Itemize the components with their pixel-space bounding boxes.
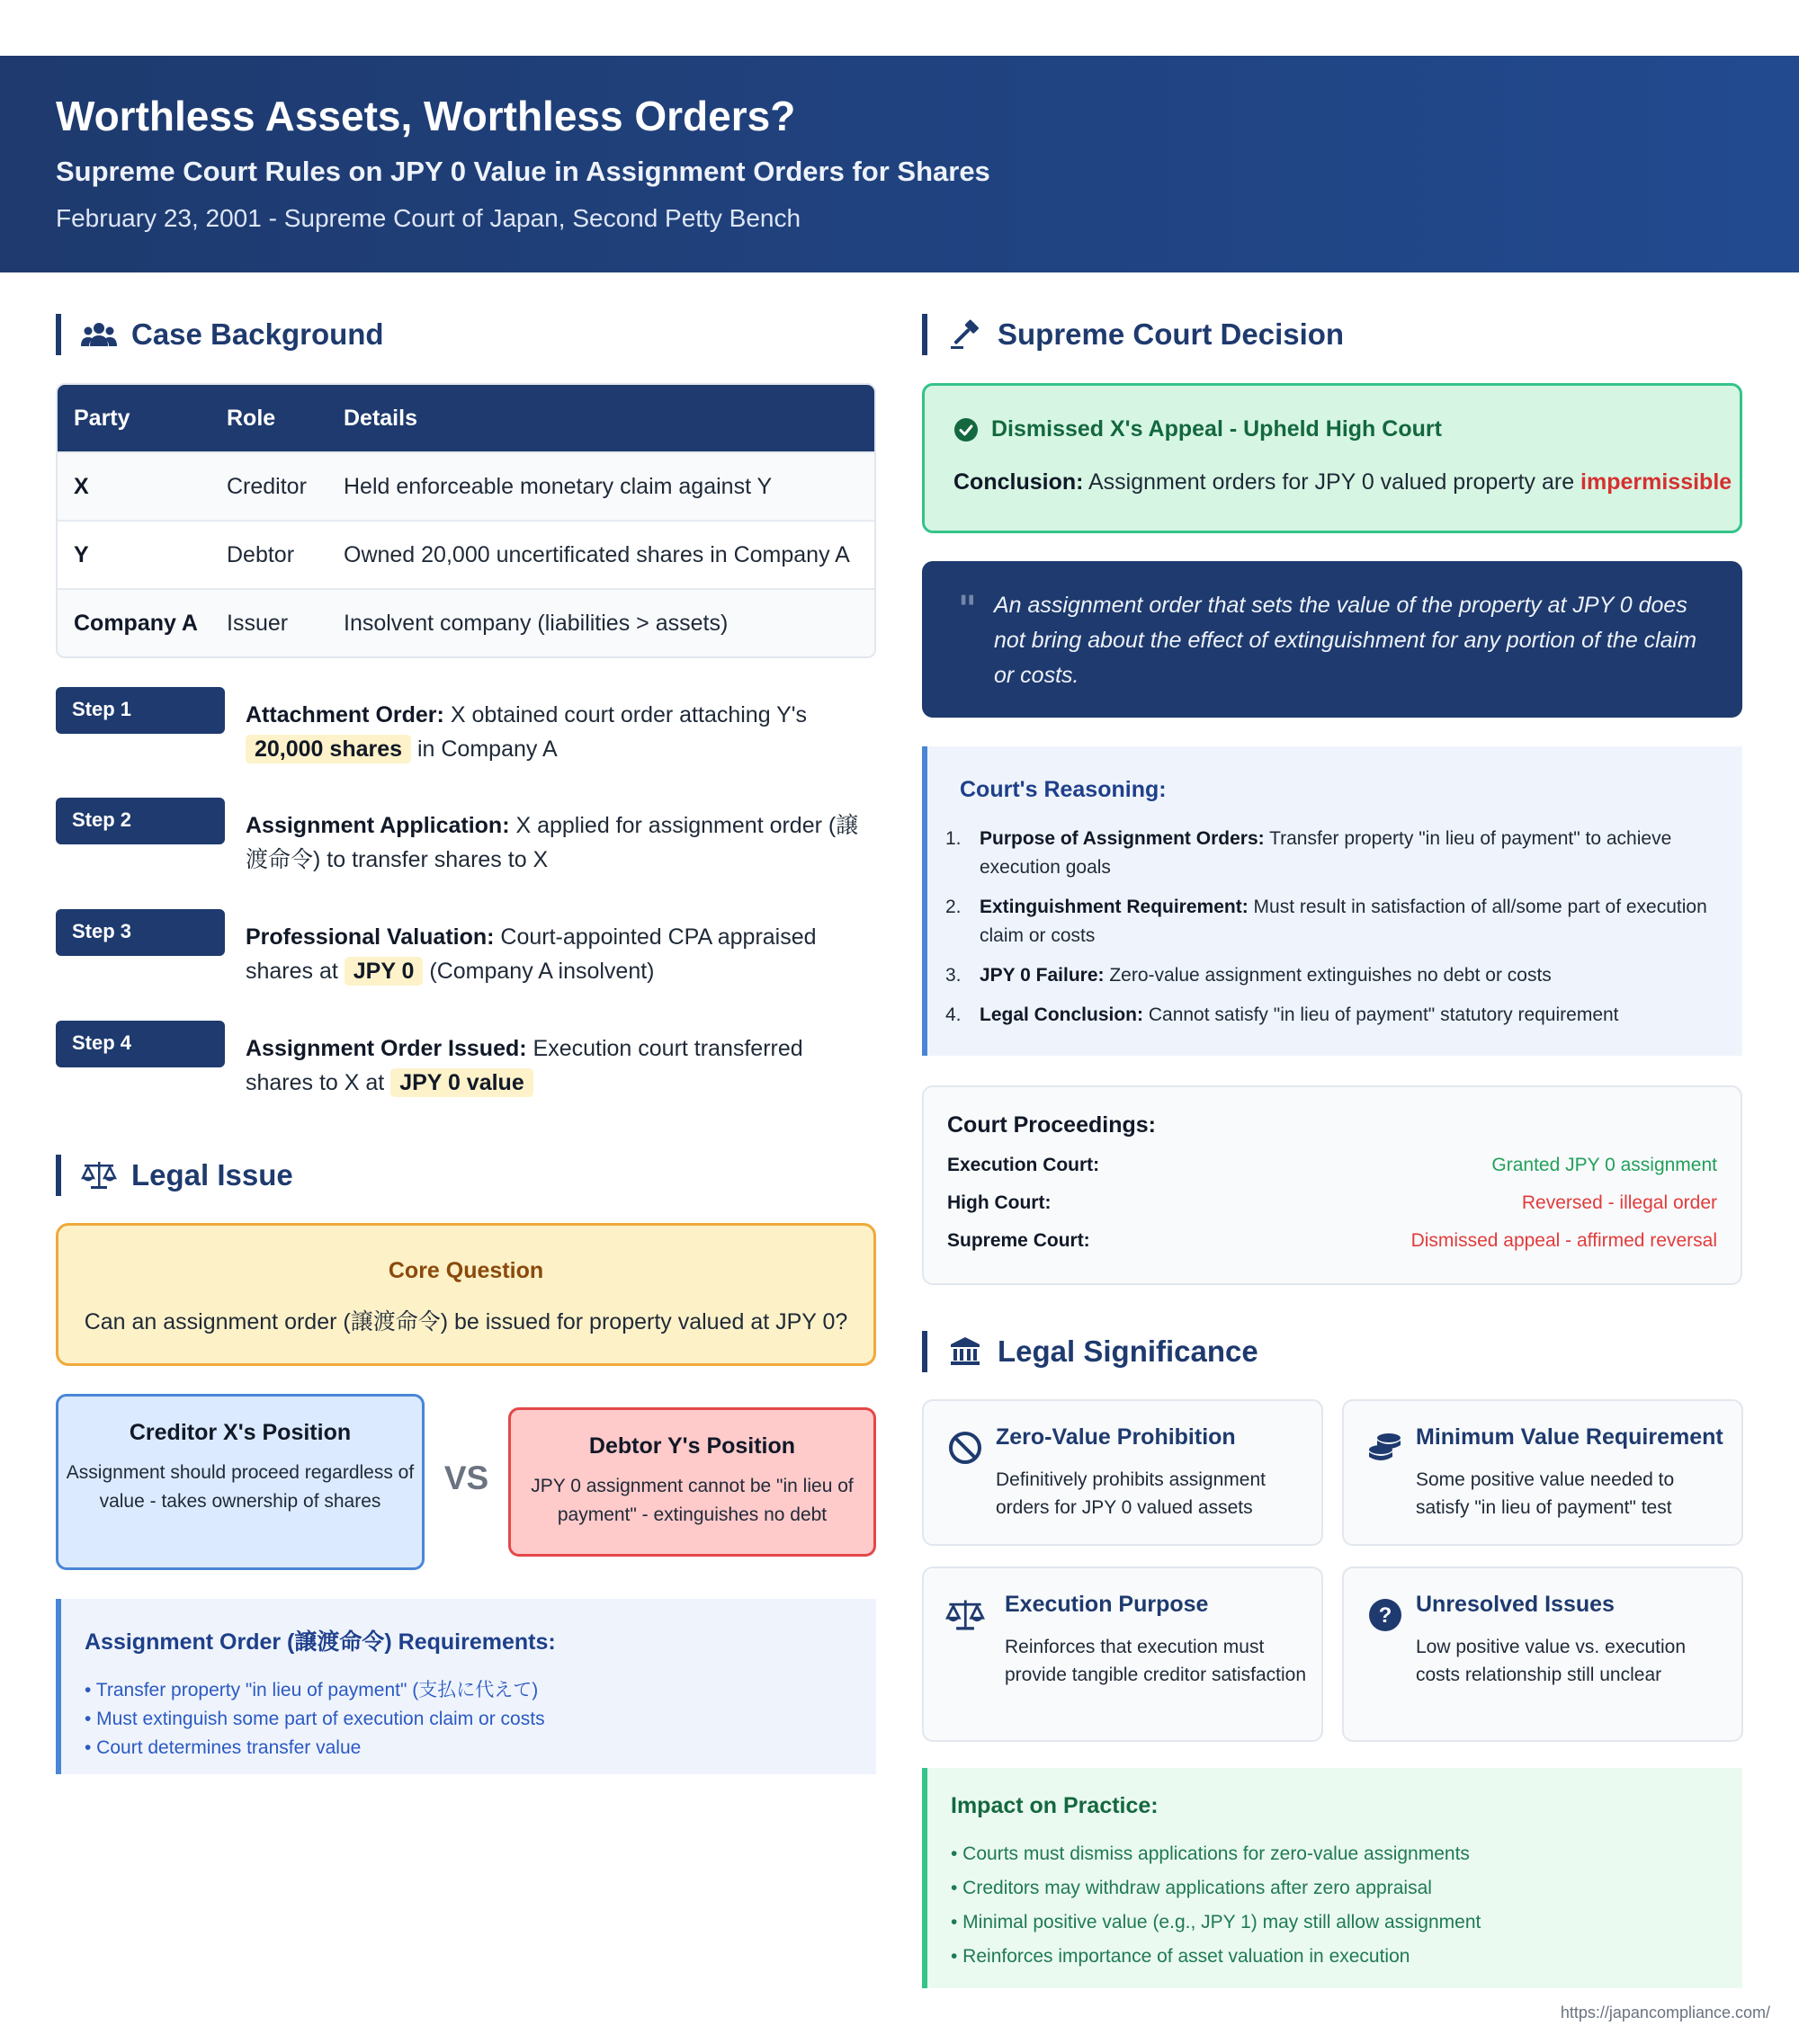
card-title: Minimum Value Requirement — [1416, 1424, 1723, 1450]
significance-card-unresolved — [1342, 1566, 1743, 1742]
page-date: February 23, 2001 - Supreme Court of Japan, Second Petty Bench — [56, 204, 801, 233]
case-background-title: Case Background — [131, 317, 384, 351]
decision-heading — [922, 314, 1742, 355]
legal-issue-title: Legal Issue — [131, 1158, 293, 1192]
decision-title: Supreme Court Decision — [998, 317, 1345, 351]
list-item: • Courts must dismiss applications for zero-value assignments — [951, 1843, 1470, 1864]
step-highlight: JPY 0 value — [390, 1068, 533, 1097]
debtor-position-box — [508, 1407, 876, 1557]
item-label: Extinguishment Requirement: — [980, 897, 1249, 917]
footer-url[interactable]: https://japancompliance.com/ — [1560, 2004, 1770, 2022]
conclusion-label: Conclusion: — [953, 469, 1084, 495]
card-text: Some positive value needed to satisfy "in lieu of payment" test — [1416, 1469, 1675, 1518]
list-item: • Minimal positive value (e.g., JPY 1) may still allow assignment — [951, 1912, 1481, 1932]
legal-issue-heading — [56, 1155, 876, 1196]
table-row — [58, 520, 874, 588]
page-header — [0, 56, 1799, 272]
significance-heading — [922, 1331, 1742, 1372]
reasoning-list — [945, 825, 1724, 1030]
court-outcome: Dismissed appeal - affirmed reversal — [1410, 1230, 1717, 1251]
details-cell: Insolvent company (liabilities > assets) — [327, 588, 874, 656]
question-icon — [1365, 1595, 1405, 1635]
item-label: JPY 0 Failure: — [980, 965, 1105, 986]
list-item — [945, 1001, 1724, 1030]
proceedings-row — [947, 1192, 1717, 1214]
party-cell: Y — [58, 520, 210, 588]
page-title: Worthless Assets, Worthless Orders? — [56, 93, 796, 139]
creditor-position-box — [56, 1394, 425, 1570]
decision-result-label: Dismissed X's Appeal - Upheld High Court — [991, 416, 1442, 442]
page-subtitle: Supreme Court Rules on JPY 0 Value in Assignment Orders for Shares — [56, 156, 990, 188]
step-badge: Step 4 — [56, 1021, 225, 1067]
list-item — [945, 825, 1724, 882]
step-label: Assignment Order Issued: — [246, 1036, 527, 1061]
significance-card-execution-purpose — [922, 1566, 1323, 1742]
step-description: X applied for assignment order (譲渡命令) to transfer shares to X — [246, 813, 859, 872]
conclusion-text: Assignment orders for JPY 0 valued property are — [1083, 469, 1581, 495]
list-item — [945, 893, 1724, 951]
impact-title: Impact on Practice: — [951, 1793, 1159, 1818]
coins-icon — [1365, 1428, 1405, 1468]
impact-box — [922, 1768, 1742, 1988]
list-item: • Must extinguish some part of execution claim or costs — [85, 1709, 545, 1729]
significance-card-zero-value — [922, 1399, 1323, 1546]
step-1 — [56, 687, 876, 777]
versus-label: VS — [443, 1459, 489, 1496]
conclusion-emphasis: impermissible — [1580, 469, 1732, 495]
step-3 — [56, 909, 876, 999]
party-cell: Company A — [58, 588, 210, 656]
reasoning-title: Court's Reasoning: — [960, 777, 1167, 802]
list-item: • Court determines transfer value — [85, 1737, 362, 1758]
proceedings-row — [947, 1155, 1717, 1176]
proceedings-row — [947, 1230, 1717, 1252]
creditor-position-text: Assignment should proceed regardless of value - takes ownership of shares — [66, 1462, 415, 1512]
scales-icon — [79, 1157, 119, 1193]
card-text: Definitively prohibits assignment orders for JPY 0 valued assets — [996, 1469, 1266, 1518]
step-badge: Step 1 — [56, 687, 225, 734]
court-quote-box — [922, 561, 1742, 718]
scales-icon — [945, 1595, 985, 1635]
step-label: Professional Valuation: — [246, 924, 495, 950]
card-text: Reinforces that execution must provide tangible creditor satisfaction — [1005, 1637, 1307, 1685]
item-text: Zero-value assignment extinguishes no debt or costs — [1104, 965, 1552, 986]
item-number: 1. — [945, 828, 962, 849]
core-question-title: Core Question — [388, 1258, 544, 1283]
reasoning-box — [922, 746, 1742, 1056]
court-outcome: Granted JPY 0 assignment — [1491, 1155, 1717, 1175]
column-header-role: Role — [210, 385, 327, 451]
court-quote-text: An assignment order that sets the value of the property at JPY 0 does not bring about the effect of extinguishment for any portion of the claim or costs. — [994, 593, 1697, 688]
list-item: • Creditors may withdraw applications after zero appraisal — [951, 1878, 1432, 1898]
proceedings-title: Court Proceedings: — [947, 1112, 1156, 1138]
step-description-end: in Company A — [411, 736, 558, 762]
court-label: Execution Court: — [947, 1155, 1100, 1175]
item-number: 4. — [945, 1004, 962, 1025]
significance-card-minimum-value — [1342, 1399, 1743, 1546]
item-text: Must result in satisfaction of all/some part of execution claim or costs — [980, 897, 1707, 946]
step-label: Attachment Order: — [246, 702, 444, 727]
item-text: Transfer property "in lieu of payment" to achieve execution goals — [980, 828, 1672, 878]
step-text — [246, 698, 875, 766]
court-label: High Court: — [947, 1192, 1052, 1213]
step-text — [246, 808, 875, 877]
court-label: Supreme Court: — [947, 1230, 1090, 1251]
requirements-list — [85, 1676, 876, 1763]
court-outcome: Reversed - illegal order — [1521, 1192, 1717, 1213]
quote-mark: " — [958, 588, 977, 630]
list-item — [945, 961, 1724, 990]
table-row — [58, 451, 874, 520]
parties-table — [56, 383, 876, 658]
role-cell: Creditor — [210, 451, 327, 520]
role-cell: Issuer — [210, 588, 327, 656]
table-row — [58, 588, 874, 656]
column-header-party: Party — [58, 385, 210, 451]
details-cell: Owned 20,000 uncertificated shares in Company A — [327, 520, 874, 588]
item-label: Purpose of Assignment Orders: — [980, 828, 1265, 849]
step-text — [246, 920, 875, 988]
column-header-details: Details — [327, 385, 874, 451]
list-item: • Reinforces importance of asset valuation in execution — [951, 1946, 1410, 1967]
significance-title: Legal Significance — [998, 1334, 1258, 1368]
item-label: Legal Conclusion: — [980, 1004, 1144, 1025]
gavel-icon — [945, 317, 985, 353]
table-header-row — [58, 385, 874, 451]
step-text — [246, 1031, 875, 1100]
decision-result-title — [953, 416, 1740, 442]
item-number: 3. — [945, 965, 962, 986]
item-text: Cannot satisfy "in lieu of payment" statutory requirement — [1143, 1004, 1619, 1025]
step-label: Assignment Application: — [246, 813, 510, 838]
core-question-text: Can an assignment order (譲渡命令) be issued for property valued at JPY 0? — [84, 1309, 848, 1334]
card-title: Zero-Value Prohibition — [996, 1424, 1236, 1450]
card-text: Low positive value vs. execution costs relationship still unclear — [1416, 1637, 1686, 1685]
prohibited-icon — [945, 1428, 985, 1468]
card-title: Unresolved Issues — [1416, 1592, 1615, 1617]
role-cell: Debtor — [210, 520, 327, 588]
svg-text:?: ? — [1378, 1603, 1392, 1628]
debtor-position-text: JPY 0 assignment cannot be "in lieu of payment" - extinguishes no debt — [531, 1476, 854, 1525]
item-number: 2. — [945, 897, 962, 917]
step-description: X obtained court order attaching Y's — [443, 702, 808, 727]
list-item: • Transfer property "in lieu of payment" (支払に代えて) — [85, 1680, 539, 1700]
check-circle-icon — [953, 417, 979, 442]
core-question-box — [56, 1223, 876, 1366]
proceedings-box — [922, 1085, 1742, 1285]
step-highlight: JPY 0 — [345, 957, 424, 986]
impact-list — [951, 1837, 1742, 1974]
landmark-icon — [945, 1334, 985, 1370]
requirements-title: Assignment Order (譲渡命令) Requirements: — [85, 1629, 556, 1655]
step-description: Court-appointed CPA appraised shares at — [246, 924, 817, 984]
step-badge: Step 3 — [56, 909, 225, 956]
step-4 — [56, 1021, 876, 1111]
step-description-end: (Company A insolvent) — [423, 959, 655, 984]
decision-conclusion — [953, 469, 1740, 495]
debtor-position-title: Debtor Y's Position — [588, 1433, 796, 1459]
step-badge: Step 2 — [56, 798, 225, 844]
users-icon — [79, 317, 119, 353]
creditor-position-title: Creditor X's Position — [129, 1420, 352, 1445]
case-background-heading — [56, 314, 876, 355]
step-description: Execution court transferred shares to X at — [246, 1036, 803, 1095]
card-title: Execution Purpose — [1005, 1592, 1209, 1617]
step-2 — [56, 798, 876, 888]
step-highlight: 20,000 shares — [246, 735, 411, 763]
details-cell: Held enforceable monetary claim against Y — [327, 451, 874, 520]
decision-result-box — [922, 383, 1742, 533]
requirements-box — [56, 1599, 876, 1774]
party-cell: X — [58, 451, 210, 520]
